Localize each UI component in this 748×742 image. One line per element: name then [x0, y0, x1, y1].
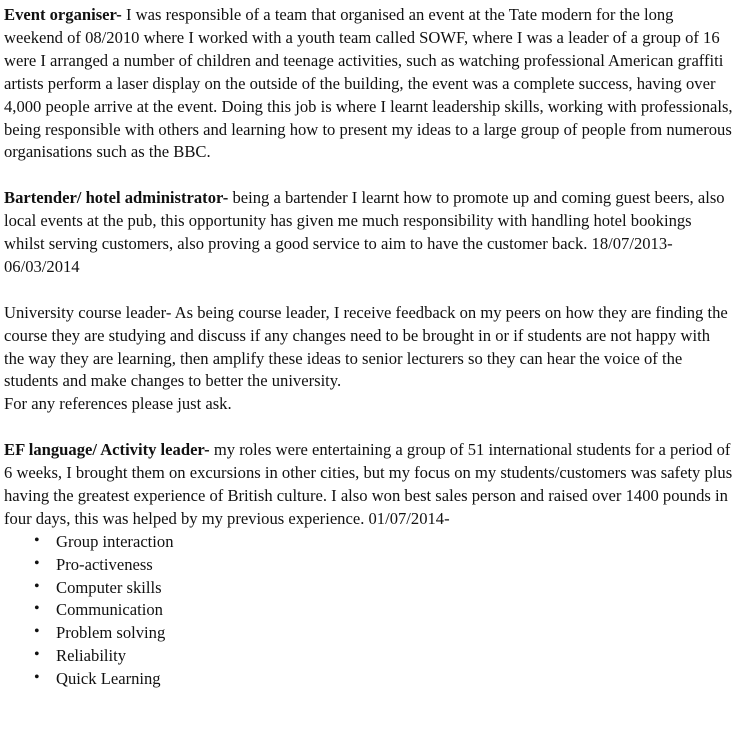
skill-label: Reliability — [56, 646, 127, 666]
role-description: University course leader- As being course leader, I receive feedback on my peers on how they are finding the course they are studying and discuss if any changes need to be brought in or if students are not happy with the way they are learning, then amplify these ideas to senior lecturers so they can hear the voice of the students and make changes to better the university. — [4, 302, 728, 391]
skills-list — [4, 531, 734, 691]
skill-label: Group interaction — [56, 531, 174, 551]
role-title: Event organiser- — [4, 5, 122, 24]
list-item — [34, 554, 734, 577]
bullet-icon: • — [34, 531, 40, 549]
role-description: I was responsible of a team that organised an event at the Tate modern for the long weekend of 08/2010 where I worked with a youth team called SOWF, where I was a leader of a group of 16 were I arranged a number of children and teenage activities, such as watching professional American graffiti artists perform a laser display on the outside of the building, the event was a complete success, having over 4,000 people arrive at the event. Doing this job is where I learnt leadership skills, working with professionals, being responsible with others and learning how to present my ideas to a large group of people from numerous organisations such as the BBC. — [4, 5, 733, 162]
role-description: being a bartender I learnt how to promote up and coming guest beers, also local events at the pub, this opportunity has given me much responsibility with handling hotel bookings whilst serving customers, also proving a good service to aim to have the customer back. 18/07/2013- 06/03/2014 — [4, 188, 725, 276]
section-bartender — [4, 187, 734, 279]
bullet-icon: • — [34, 600, 40, 618]
list-item — [34, 577, 734, 600]
role-title: Bartender/ hotel administrator- — [4, 188, 229, 208]
bullet-icon: • — [34, 669, 40, 687]
skill-label: Problem solving — [56, 623, 166, 643]
bullet-icon: • — [34, 577, 40, 595]
list-item — [34, 622, 734, 645]
role-description: my roles were entertaining a group of 51 international students for a period of 6 weeks, I brought them on excursions in other cities, but my focus on my students/customers was safety plus having the greatest experience of British culture. I also won best sales person and raised over 1400 pounds in four days, this was helped by my previous experience. 01/07/2014- — [4, 440, 733, 528]
list-item — [34, 645, 734, 668]
bullet-icon: • — [34, 554, 40, 572]
list-item — [34, 531, 734, 554]
bullet-icon: • — [34, 646, 40, 664]
skill-label: Pro-activeness — [56, 554, 153, 574]
skill-label: Quick Learning — [56, 669, 161, 689]
references-note: For any references please just ask. — [4, 394, 232, 414]
role-title: EF language/ Activity leader- — [4, 440, 210, 460]
section-event-organiser — [4, 4, 734, 164]
list-item — [34, 599, 734, 622]
section-ef-language — [4, 439, 734, 531]
skill-label: Computer skills — [56, 577, 162, 597]
list-item — [34, 668, 734, 691]
bullet-icon: • — [34, 623, 40, 641]
skill-label: Communication — [56, 600, 163, 620]
section-university-course-leader — [4, 302, 734, 417]
